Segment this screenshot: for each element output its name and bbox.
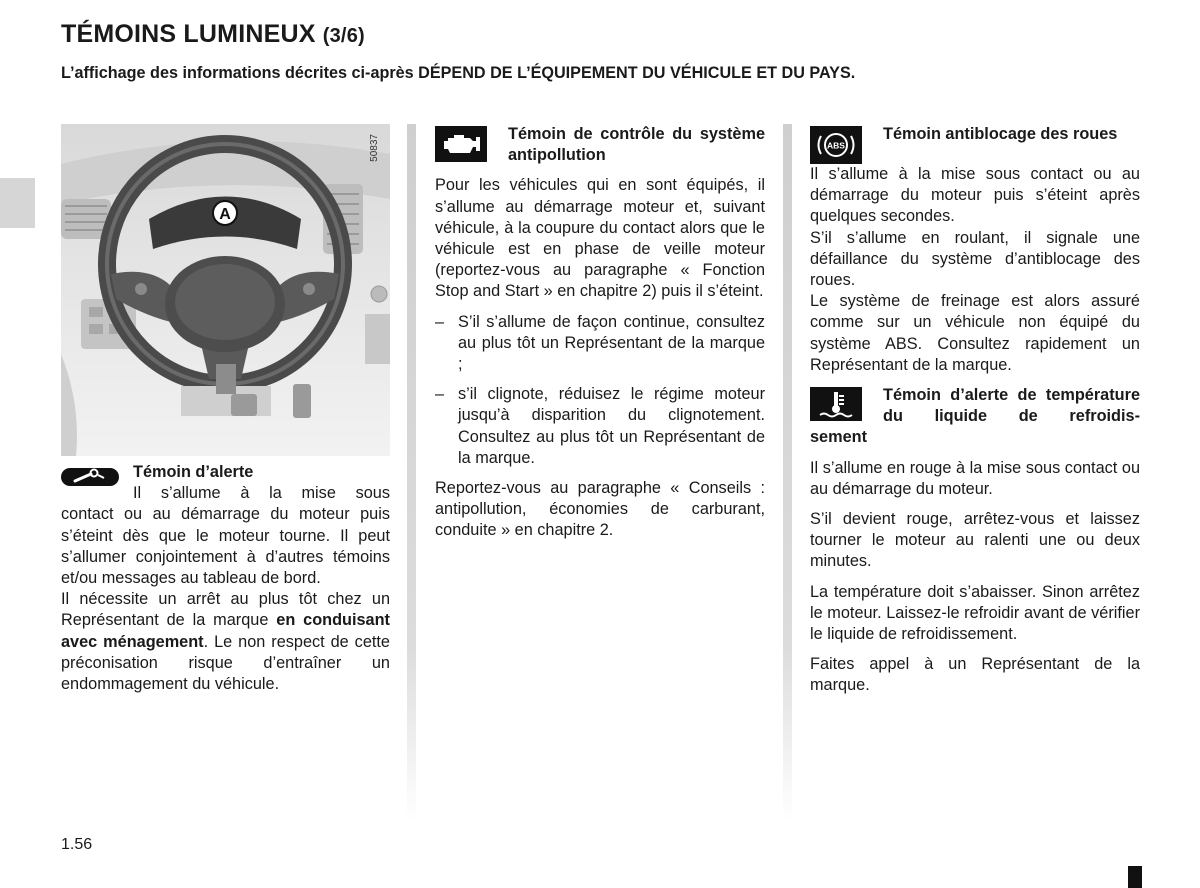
list-item-text: S’il s’allume de façon continue, consultez au plus tôt un Représentant de la marque ;	[458, 312, 765, 374]
list-dash: –	[435, 385, 445, 404]
page-title	[61, 20, 365, 49]
coolant-text-1: Il s’allume en rouge à la mise sous contact ou au démarrage du moteur.	[810, 458, 1140, 498]
warning-light-heading: Témoin d’alerte	[133, 463, 254, 481]
warning-light-advice-start: Il nécessite un arrêt au plus tôt chez un Représentant de la marque	[61, 590, 390, 630]
chapter-tab	[0, 178, 35, 228]
warning-light-first-line: Il s’allume à la mise sous	[133, 484, 390, 503]
coolant-text-4: Faites appel à un Représentant de la marque.	[810, 655, 1140, 695]
corner-mark	[1128, 866, 1142, 888]
dashboard-photo	[61, 124, 390, 456]
abs-section	[810, 124, 1140, 376]
coolant-text-2: S’il devient rouge, arrêtez-vous et laissez tourner le moteur au ralenti une ou deux minutes.	[810, 510, 1140, 571]
column-divider	[783, 124, 792, 821]
photo-reference-code: 50837	[368, 134, 380, 162]
page-title-part: (3/6)	[322, 25, 365, 47]
antipollution-heading: Témoin de contrôle du système antipollution	[508, 125, 765, 165]
list-item-text: s’il clignote, réduisez le régime moteur jusqu’à disparition du clignotement. Consultez au plus tôt un Représentant de la marque.	[458, 385, 765, 467]
wrench-warning-icon	[61, 462, 121, 492]
abs-heading: Témoin antiblocage des roues	[883, 125, 1118, 143]
antipollution-text: Pour les véhicules qui en sont équipés, il s’allume au démarrage moteur et, suivant véhicule, à la coupure du contact alors que le véhicule est en phase de veille moteur (reportez-vous au paragraphe « Fonction Stop and Start » en chapitre 2) puis il s’éteint.	[435, 176, 765, 301]
column-antipollution	[435, 124, 765, 542]
column-abs-coolant	[810, 124, 1140, 697]
abs-icon	[810, 126, 862, 164]
engine-check-icon	[435, 126, 487, 162]
warning-light-advice-bold: en conduisant avec ménagement	[61, 611, 390, 651]
antipollution-reference: Reportez-vous au paragraphe « Conseils : antipollution, économies de carburant, conduite » en chapitre 2.	[435, 479, 765, 540]
steering-wheel-illustration	[61, 124, 390, 456]
page-subtitle: L’affichage des informations décrites ci-après DÉPEND DE L’ÉQUIPEMENT DU VÉHICULE ET DU PAYS.	[61, 64, 856, 82]
warning-light-section	[61, 462, 390, 695]
abs-icon-label: ABS	[827, 140, 845, 151]
warning-light-advice-end: . Le non respect de cette préconisation risque d’entraîner un endommagement du véhicule.	[61, 632, 390, 694]
abs-text-2: S’il s’allume en roulant, il signale une défaillance du système d’antiblocage des roues.	[810, 228, 1140, 290]
photo-marker-a: A	[219, 206, 231, 223]
coolant-temperature-icon	[810, 387, 862, 421]
warning-light-advice	[61, 589, 390, 695]
coolant-heading-continued: sement	[810, 428, 868, 447]
coolant-heading: Témoin d’alerte de température du liquide de refroidis-	[883, 386, 1140, 426]
abs-text-1: Il s’allume à la mise sous contact ou au démarrage du moteur puis s’éteint après quelques secondes.	[810, 165, 1140, 226]
column-warning-light	[61, 124, 390, 695]
column-divider	[407, 124, 416, 821]
coolant-text-3: La température doit s’abaisser. Sinon arrêtez le moteur. Laissez-le refroidir avant de vérifier le liquide de refroidissement.	[810, 582, 1140, 644]
coolant-section	[810, 385, 1140, 697]
list-item	[435, 384, 765, 469]
list-dash: –	[435, 312, 445, 331]
warning-light-text: contact ou au démarrage du moteur puis s’éteint dès que le moteur tourne. Il peut s’allumer conjointement à d’autres témoins et/ou messages au tableau de bord.	[61, 505, 390, 588]
page-number: 1.56	[61, 836, 93, 853]
list-item	[435, 312, 765, 376]
abs-text-3: Le système de freinage est alors assuré comme sur un véhicule non équipé du système ABS. Consultez rapidement un Représentant de la marque.	[810, 292, 1140, 374]
page-title-text: TÉMOINS LUMINEUX	[61, 20, 316, 48]
